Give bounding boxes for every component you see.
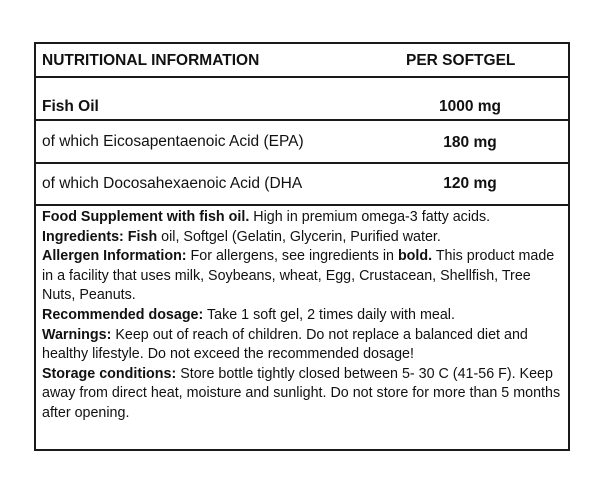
- food-text: High in premium omega-3 fatty acids.: [249, 209, 491, 225]
- dosage-label: Recommended dosage:: [42, 306, 204, 323]
- label-notes: [42, 208, 568, 424]
- row-value: 120 mg: [443, 175, 497, 192]
- row-name: of which Docosahexaenoic Acid (DHA: [42, 175, 303, 192]
- warnings-line: [42, 326, 568, 365]
- food-supplement-line: [42, 208, 568, 228]
- storage-line: [42, 365, 568, 424]
- row-value: 180 mg: [443, 134, 497, 151]
- ingredients-line: [42, 228, 568, 248]
- storage-label: Storage conditions:: [42, 365, 177, 382]
- row-dha: [36, 164, 568, 206]
- header-per-softgel: PER SOFTGEL: [406, 52, 516, 69]
- dosage-line: [42, 306, 568, 326]
- ingredients-text: oil, Softgel (Gelatin, Glycerin, Purified water.: [157, 228, 441, 245]
- row-epa: [36, 121, 568, 164]
- allergen-text1: For allergens, see ingredients in: [186, 248, 398, 265]
- header-title: NUTRITIONAL INFORMATION: [42, 52, 260, 69]
- label-header: [36, 44, 568, 78]
- warnings-text: Keep out of reach of children. Do not replace a balanced diet and healthy lifestyle. Do not exceed the recommended dosage!: [42, 326, 528, 363]
- allergen-line: [42, 247, 568, 306]
- row-name: Fish Oil: [42, 98, 99, 115]
- ingredients-label: Ingredients:: [42, 228, 124, 245]
- warnings-label: Warnings:: [42, 326, 112, 343]
- allergen-label: Allergen Information:: [42, 248, 187, 265]
- row-name: of which Eicosapentaenoic Acid (EPA): [42, 133, 304, 150]
- row-fish-oil: [36, 78, 568, 121]
- ingredients-bold: Fish: [123, 228, 158, 245]
- food-label: Food Supplement with fish oil.: [42, 209, 250, 225]
- row-value: 1000 mg: [438, 98, 502, 115]
- storage-text: Store bottle tightly closed between 5- 30 C (41-56 F). Keep away from direct heat, moisture and sunlight. Do not store for more than 5 months after opening.: [42, 365, 561, 421]
- dosage-text: Take 1 soft gel, 2 times daily with meal.: [203, 306, 455, 323]
- allergen-text2: This product made in a facility that uses milk, Soybeans, wheat, Egg, Crustacean, Shellfish, Tree Nuts, Peanuts.: [42, 248, 555, 304]
- nutrition-label: [34, 42, 570, 451]
- allergen-bold: bold.: [397, 248, 433, 265]
